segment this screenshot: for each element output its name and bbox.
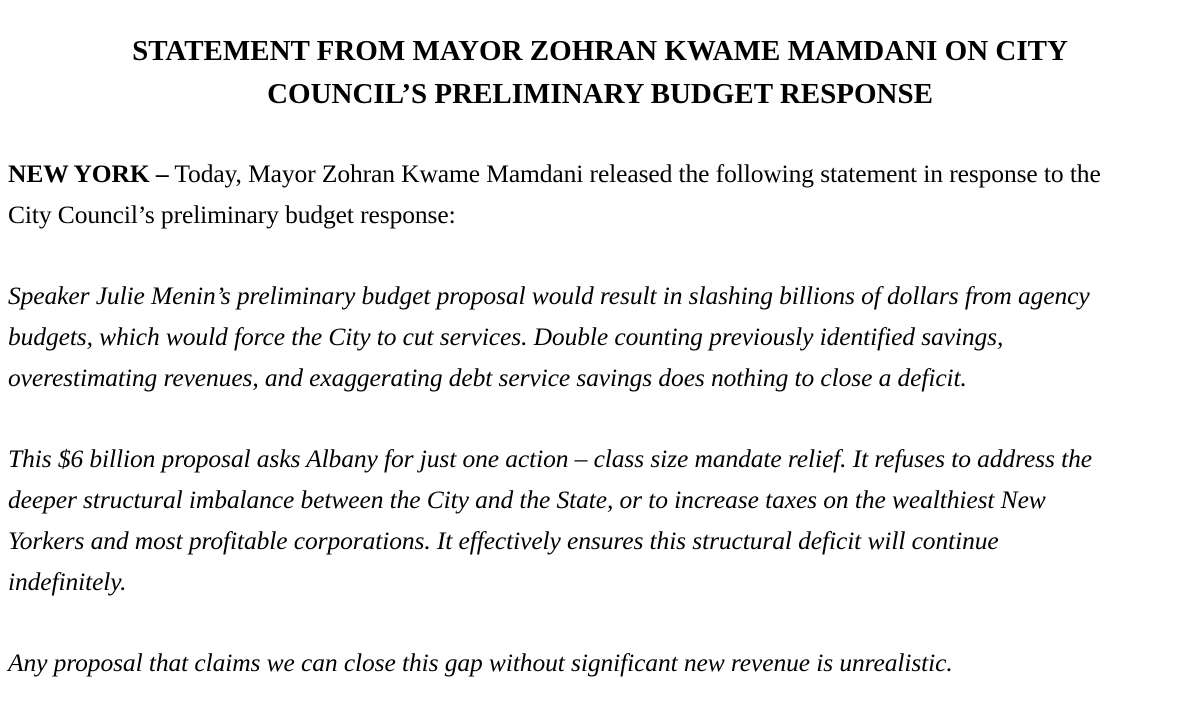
intro-line-2: City Council’s preliminary budget response: (8, 200, 456, 229)
statement-title (8, 30, 1192, 116)
quote-paragraph-2 (8, 438, 1192, 602)
quote-1-line-2: budgets, which would force the City to cut services. Double counting previously identified savings, (8, 322, 1004, 351)
title-line-1: STATEMENT FROM MAYOR ZOHRAN KWAME MAMDANI ON CITY (132, 35, 1068, 67)
intro-line-1 (8, 153, 1192, 194)
title-line-2: COUNCIL’S PRELIMINARY BUDGET RESPONSE (267, 78, 933, 110)
intro-paragraph (8, 153, 1192, 235)
quote-paragraph-1 (8, 275, 1192, 398)
intro-line-1-text: Today, Mayor Zohran Kwame Mamdani released the following statement in response to the (168, 159, 1101, 188)
dateline: NEW YORK – (8, 159, 169, 188)
quote-1-line-3: overestimating revenues, and exaggerating debt service savings does nothing to close a deficit. (8, 363, 967, 392)
quote-2-line-1: This $6 billion proposal asks Albany for just one action – class size mandate relief. It refuses to address the (8, 444, 1092, 473)
quote-2-line-4: indefinitely. (8, 567, 127, 596)
quote-1-line-1: Speaker Julie Menin’s preliminary budget proposal would result in slashing billions of dollars from agency (8, 281, 1090, 310)
quote-paragraph-3 (8, 642, 1192, 683)
quote-2-line-3: Yorkers and most profitable corporations. It effectively ensures this structural deficit will continue (8, 526, 999, 555)
quote-2-line-2: deeper structural imbalance between the City and the State, or to increase taxes on the wealthiest New (8, 485, 1046, 514)
quote-3-line-1: Any proposal that claims we can close this gap without significant new revenue is unrealistic. (8, 648, 953, 677)
